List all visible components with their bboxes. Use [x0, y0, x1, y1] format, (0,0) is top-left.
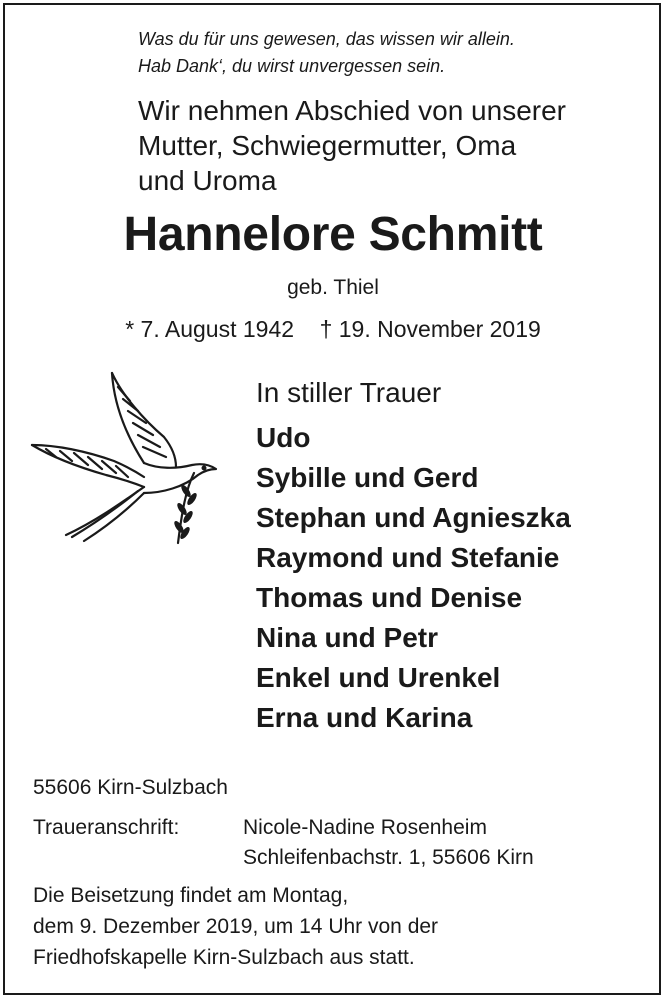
- quote-line-2: Hab Dank‘, du wirst unvergessen sein.: [138, 56, 446, 76]
- farewell-intro: [138, 93, 658, 198]
- deceased-name: Hannelore Schmitt: [123, 208, 543, 261]
- address-name: Nicole-Nadine Rosenheim: [243, 816, 487, 839]
- list-item: Udo: [256, 422, 311, 453]
- place-of-residence: 55606 Kirn-Sulzbach: [33, 776, 228, 799]
- list-item: Stephan und Agnieszka: [256, 502, 571, 533]
- list-item: Enkel und Urenkel: [256, 662, 501, 693]
- dove-with-olive-branch-icon: [26, 365, 226, 550]
- address-street: Schleifenbachstr. 1, 55606 Kirn: [243, 846, 534, 869]
- life-dates: * 7. August 1942 † 19. November 2019: [125, 316, 541, 342]
- intro-line-2: Mutter, Schwiegermutter, Oma: [138, 130, 517, 161]
- list-item: Nina und Petr: [256, 622, 439, 653]
- mourning-heading: In stiller Trauer: [256, 377, 442, 408]
- funeral-notice: [33, 880, 643, 973]
- quote-line-1: Was du für uns gewesen, das wissen wir allein.: [138, 29, 515, 49]
- list-item: Thomas und Denise: [256, 582, 523, 613]
- mourners-list: [256, 418, 656, 738]
- maiden-name: geb. Thiel: [287, 276, 379, 299]
- funeral-line-2: dem 9. Dezember 2019, um 14 Uhr von der: [33, 915, 439, 938]
- memorial-quote: [138, 26, 648, 80]
- funeral-line-1: Die Beisetzung findet am Montag,: [33, 884, 349, 907]
- mourning-address-label: Traueranschrift:: [33, 816, 180, 839]
- intro-line-3: und Uroma: [138, 165, 277, 196]
- intro-line-1: Wir nehmen Abschied von unserer: [138, 95, 566, 126]
- list-item: Erna und Karina: [256, 702, 473, 733]
- funeral-line-3: Friedhofskapelle Kirn-Sulzbach aus statt.: [33, 946, 415, 969]
- list-item: Raymond und Stefanie: [256, 542, 560, 573]
- mourning-address: [243, 813, 534, 873]
- list-item: Sybille und Gerd: [256, 462, 479, 493]
